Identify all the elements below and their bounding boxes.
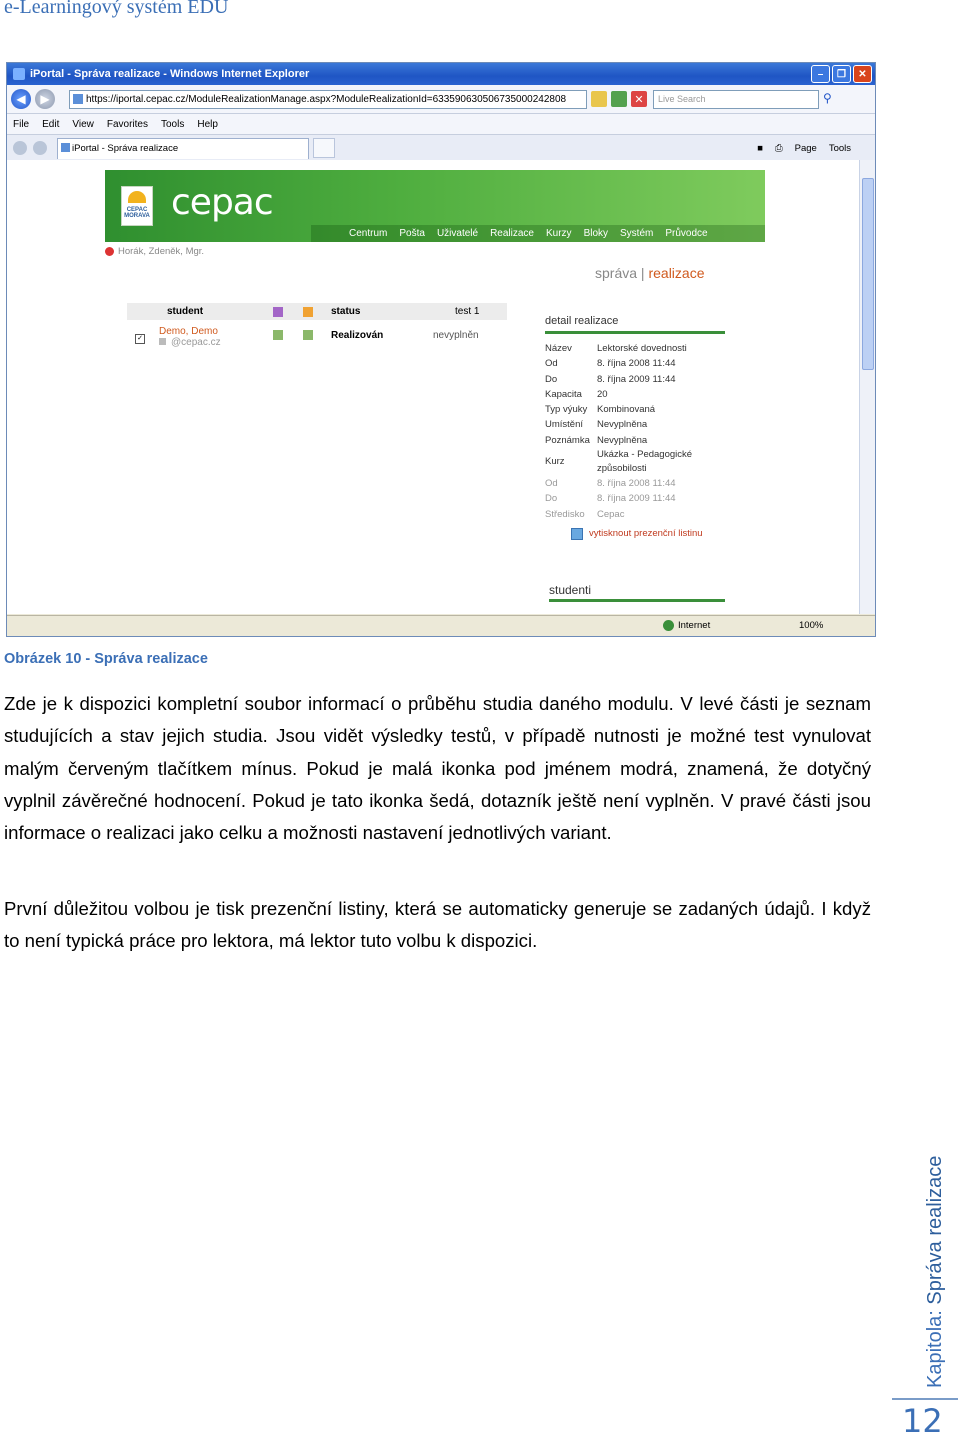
paragraph: První důležitou volbou je tisk prezenční listiny, která se automaticky generuje se zadaných údajů. I když to není typická práce pro lektora, má lektor tuto volbu k dispozici. [4, 898, 871, 952]
cepac-site [105, 170, 765, 610]
detail-value: Cepac [597, 508, 625, 520]
logout-icon[interactable] [105, 247, 114, 256]
detail-row [545, 387, 725, 402]
row-checkbox[interactable]: ✓ [135, 334, 145, 344]
detail-row [545, 507, 725, 522]
maximize-button[interactable]: ❐ [832, 65, 851, 83]
security-zone [663, 620, 710, 631]
menu-tools[interactable]: Tools [160, 118, 185, 130]
address-input[interactable]: https://iportal.cepac.cz/ModuleRealizationManage.aspx?ModuleRealizationId=633590630506735000242808 [69, 90, 587, 109]
nav-realizace[interactable]: Realizace [490, 228, 534, 239]
detail-list [545, 341, 725, 522]
detail-row [545, 476, 725, 491]
column-icon [273, 307, 283, 317]
web-content [7, 160, 860, 614]
vertical-scrollbar[interactable] [859, 160, 875, 614]
tab-active[interactable]: iPortal - Správa realizace [57, 138, 309, 159]
user-line [105, 246, 765, 257]
minimize-button[interactable]: – [811, 65, 830, 83]
zoom-level[interactable]: 100% [799, 620, 824, 631]
close-button[interactable]: ✕ [853, 65, 872, 83]
student-table [127, 303, 507, 348]
detail-key: Název [545, 343, 572, 354]
site-banner [105, 170, 765, 242]
add-favorites-icon[interactable] [33, 141, 47, 155]
nav-posta[interactable]: Pošta [399, 228, 425, 239]
detail-key: Do [545, 493, 558, 505]
detail-value: Ukázka - Pedagogické způsobilosti [597, 449, 693, 475]
globe-icon [663, 620, 674, 631]
page-title-part1: správa [595, 265, 638, 281]
stop-icon[interactable]: ✕ [631, 91, 647, 107]
page-title: správa | realizace [595, 265, 705, 281]
ie-app-icon [13, 68, 25, 80]
address-bar-row [7, 85, 875, 114]
chapter-side-label [924, 1156, 947, 1388]
detail-row [545, 372, 725, 387]
document-header: e-Learningový systém EDU [4, 0, 229, 18]
detail-row [545, 417, 725, 432]
scrollbar-thumb[interactable] [862, 178, 874, 370]
detail-key: Umístění [545, 419, 584, 431]
print-icon[interactable]: ⎙ [775, 142, 783, 154]
forward-button[interactable]: ▶ [35, 89, 55, 109]
detail-key: Do [545, 373, 558, 385]
col-status: status [331, 306, 361, 317]
menu-file[interactable]: File [13, 118, 30, 130]
detail-key: Kapacita [545, 388, 582, 400]
detail-row [545, 433, 725, 448]
cmd-tools[interactable]: Tools [828, 142, 851, 154]
feeds-icon[interactable]: ■ [757, 142, 764, 154]
cmd-page[interactable]: Page [794, 142, 817, 154]
detail-row [545, 341, 725, 356]
status-bar [7, 615, 875, 636]
search-icon[interactable]: ⚲ [823, 91, 832, 105]
detail-value: Kombinovaná [597, 404, 656, 416]
detail-value: 8. října 2008 11:44 [597, 478, 676, 490]
detail-title: detail realizace [545, 315, 725, 334]
detail-row [545, 448, 725, 476]
detail-row [545, 356, 725, 371]
col-test: test 1 [455, 306, 480, 317]
realization-detail [545, 315, 725, 540]
student-status: Realizován [331, 330, 384, 341]
detail-value: 8. října 2008 11:44 [597, 358, 676, 370]
detail-key: Kurz [545, 456, 565, 468]
tab-bar [7, 135, 875, 162]
cepac-logo[interactable]: CEPAC MORAVA [121, 186, 153, 226]
figure-caption: Obrázek 10 - Správa realizace [4, 651, 208, 667]
detail-key: Od [545, 478, 558, 490]
live-search-input[interactable]: Live Search [653, 90, 819, 109]
user-name: Horák, Zdeněk, Mgr. [118, 246, 205, 257]
nav-bloky[interactable]: Bloky [583, 228, 609, 239]
detail-value: Nevyplněna [597, 419, 648, 431]
page-title-part2: realizace [648, 265, 705, 281]
detail-key: Středisko [545, 508, 585, 520]
document-icon [571, 528, 583, 540]
detail-value: 20 [597, 388, 608, 400]
back-button[interactable]: ◀ [11, 89, 31, 109]
print-attendance-label[interactable]: vytisknout prezenční listinu [589, 528, 703, 540]
refresh-icon[interactable] [611, 91, 627, 107]
column-icon [303, 307, 313, 317]
detail-row [545, 491, 725, 506]
zone-label: Internet [678, 620, 711, 631]
students-section-title: studenti [549, 583, 725, 602]
browser-title-bar [7, 63, 875, 85]
table-header [127, 303, 507, 320]
lock-icon [591, 91, 607, 107]
nav-pruvodce[interactable]: Průvodce [665, 228, 708, 239]
evaluation-status-icon [159, 338, 166, 345]
menu-edit[interactable]: Edit [42, 118, 60, 130]
menu-view[interactable]: View [72, 118, 94, 130]
page-number: 12 [902, 1402, 943, 1440]
command-bar [757, 143, 851, 154]
brand-name: cepac [171, 182, 273, 223]
window-title: iPortal - Správa realizace - Windows Internet Explorer [30, 68, 310, 80]
menu-favorites[interactable]: Favorites [106, 118, 148, 130]
nav-uzivatele[interactable]: Uživatelé [436, 228, 479, 239]
detail-key: Od [545, 358, 558, 370]
browser-screenshot [6, 62, 876, 637]
action-icon[interactable] [303, 330, 313, 340]
nav-kurzy[interactable]: Kurzy [546, 228, 572, 239]
chapter-prefix: Kapitola: [924, 1304, 946, 1388]
detail-value: Lektorské dovednosti [597, 343, 687, 354]
chapter-title: Správa realizace [924, 1155, 946, 1305]
page-number-rule [892, 1398, 958, 1400]
detail-key: Poznámka [545, 434, 590, 446]
favorites-star-icon[interactable] [13, 141, 27, 155]
main-navigation [311, 225, 765, 242]
table-row [127, 326, 507, 348]
menu-bar [7, 114, 875, 135]
student-name[interactable]: Demo, Demo [159, 326, 218, 337]
paragraph: Zde je k dispozici kompletní soubor informací o průběhu studia daného modulu. V levé části je seznam studujících a stav jejich studia. Jsou vidět výsledky testů, v případě nutnosti je možné test vynulovat malým červeným tlačítkem mínus. Pokud je malá ikonka pod jménem modrá, znamená, že dotyčný vyplnil závěrečné hodnocení. Pokud je tato ikonka šedá, dotazník ještě není vyplněn. V pravé části jsou informace o realizaci jako celku a možnosti nastavení jednotlivých variant. [4, 693, 871, 844]
nav-centrum[interactable]: Centrum [349, 228, 388, 239]
col-student: student [167, 306, 204, 317]
nav-system[interactable]: Systém [620, 228, 654, 239]
student-email: @cepac.cz [171, 337, 221, 348]
menu-help[interactable]: Help [197, 118, 218, 130]
detail-key: Typ výuky [545, 404, 588, 416]
print-attendance-link[interactable] [571, 528, 725, 540]
test-result: nevyplněn [433, 330, 479, 341]
new-tab-button[interactable] [313, 138, 335, 158]
detail-row [545, 402, 725, 417]
detail-value: 8. října 2009 11:44 [597, 493, 676, 505]
action-icon[interactable] [273, 330, 283, 340]
detail-value: 8. října 2009 11:44 [597, 373, 676, 385]
detail-value: Nevyplněna [597, 434, 648, 446]
